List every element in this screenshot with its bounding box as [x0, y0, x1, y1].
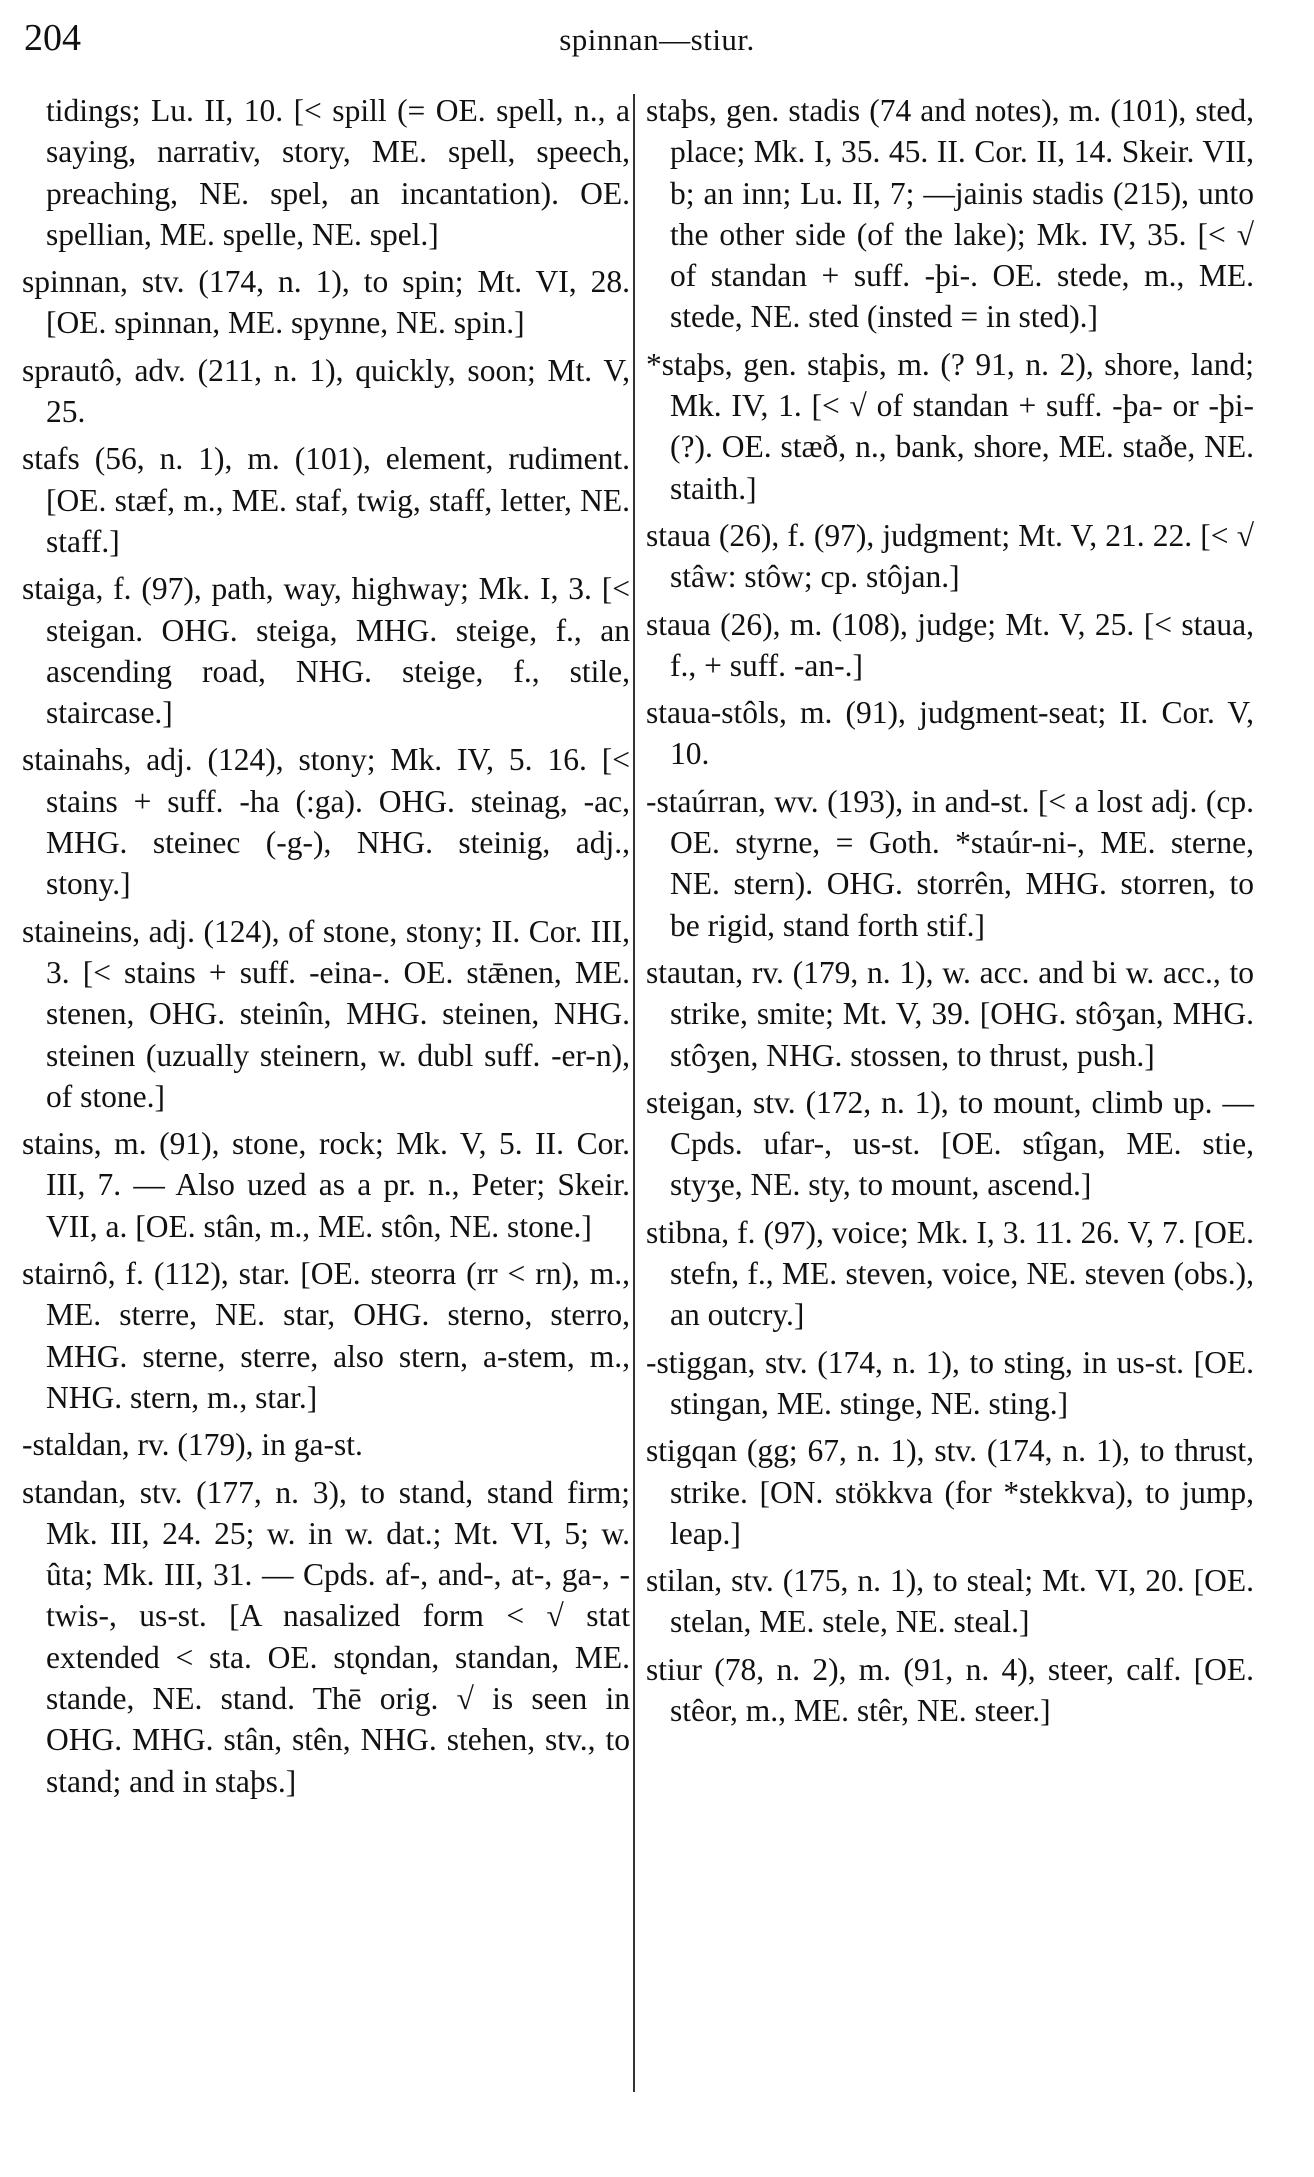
dictionary-entry: staua-stôls, m. (91), judgment-seat; II. Cor. V, 10.: [646, 695, 1254, 772]
dictionary-entry: steigan, stv. (172, n. 1), to mount, climb up. — Cpds. ufar-, us-st. [OE. stîgan, ME. stie, styʒe, NE. sty, to mount, ascend.]: [646, 1084, 1254, 1203]
dictionary-entry: *staþs, gen. staþis, m. (? 91, n. 2), shore, land; Mk. IV, 1. [< √ of standan + suff. -þa- or -þi- (?). OE. stæð, n., bank, shore, ME. staðe, NE. staith.]: [646, 346, 1254, 506]
running-head: spinnan—stiur.: [559, 22, 755, 57]
dictionary-entry: stigqan (gg; 67, n. 1), stv. (174, n. 1), to thrust, strike. [ON. stökkva (for *stekkva), to jump, leap.]: [646, 1433, 1254, 1551]
dictionary-entry: staiga, f. (97), path, way, highway; Mk. I, 3. [< steigan. OHG. steiga, MHG. steige, f., an ascending road, NHG. steige, f., stile, staircase.]: [22, 571, 630, 731]
dictionary-entry: staua (26), m. (108), judge; Mt. V, 25. [< staua, f., + suff. -an-.]: [646, 606, 1254, 683]
dictionary-entry: stautan, rv. (179, n. 1), w. acc. and bi w. acc., to strike, smite; Mt. V, 39. [OHG. stôʒan, MHG. stôʒen, NHG. stossen, to thrust, push.]: [646, 954, 1254, 1073]
dictionary-entry: tidings; Lu. II, 10. [< spill (= OE. spell, n., a saying, narrativ, story, ME. spell, speech, preaching, NE. spel, an incantation). OE. spellian, ME. spelle, NE. spel.]: [46, 93, 630, 252]
dictionary-entry: staineins, adj. (124), of stone, stony; II. Cor. III, 3. [< stains + suff. -eina-. OE. stǣnen, ME. stenen, OHG. steinîn, MHG. steinen, NHG. steinen (uzually steinern, w. dubl suff. -er-n), of stone.]: [22, 913, 630, 1114]
dictionary-entry: staua (26), f. (97), judgment; Mt. V, 21. 22. [< √ stâw: stôw; cp. stôjan.]: [646, 517, 1254, 595]
dictionary-entry: stibna, f. (97), voice; Mk. I, 3. 11. 26. V, 7. [OE. stefn, f., ME. steven, voice, NE. steven (obs.), an outcry.]: [646, 1214, 1254, 1333]
dictionary-entry: stains, m. (91), stone, rock; Mk. V, 5. II. Cor. III, 7. — Also uzed as a pr. n., Peter; Skeir. VII, a. [OE. stân, m., ME. stôn, NE. stone.]: [22, 1126, 630, 1244]
page-header: [0, 16, 1314, 66]
dictionary-entry: -stiggan, stv. (174, n. 1), to sting, in us-st. [OE. stingan, ME. stinge, NE. sting.]: [646, 1344, 1254, 1421]
page-number: 204: [24, 17, 81, 59]
dictionary-entry: staþs, gen. stadis (74 and notes), m. (101), sted, place; Mk. I, 35. 45. II. Cor. II, 14. Skeir. VII, b; an inn; Lu. II, 7; —jainis stadis (215), unto the other side (of the lake); Mk. IV, 35. [< √ of standan + suff. -þi-. OE. stede, m., ME. stede, NE. sted (insted = in sted).]: [646, 93, 1254, 335]
dictionary-entry: sprautô, adv. (211, n. 1), quickly, soon; Mt. V, 25.: [22, 352, 630, 430]
dictionary-entry: standan, stv. (177, n. 3), to stand, stand firm; Mk. III, 24. 25; w. in w. dat.; Mt. VI, 5; w. ûta; Mk. III, 31. — Cpds. af-, and-, at-, ga-, -twis-, us-st. [A nasalized form < √ stat extended < sta. OE. stǫndan, standan, ME. stande, NE. stand. Thē orig. √ is seen in OHG. MHG. stân, stên, NHG. stehen, stv., to stand; and in staþs.]: [22, 1474, 630, 1799]
dictionary-entry: stilan, stv. (175, n. 1), to steal; Mt. VI, 20. [OE. stelan, ME. stele, NE. steal.]: [646, 1563, 1254, 1640]
dictionary-entry: stiur (78, n. 2), m. (91, n. 4), steer, calf. [OE. stêor, m., ME. stêr, NE. steer.]: [646, 1651, 1254, 1728]
dictionary-entry: stairnô, f. (112), star. [OE. steorra (rr < rn), m., ME. sterre, NE. star, OHG. sterno, sterro, MHG. sterne, sterre, also stern, a-stem, m., NHG. stern, m., star.]: [22, 1256, 630, 1415]
dictionary-entry: -staúrran, wv. (193), in and-st. [< a lost adj. (cp. OE. styrne, = Goth. *staúr-ni-, ME. sterne, NE. stern). OHG. storrên, MHG. storren, to be rigid, stand forth stif.]: [646, 783, 1254, 943]
left-column: [22, 90, 630, 1802]
dictionary-entry: stafs (56, n. 1), m. (101), element, rudiment. [OE. stæf, m., ME. staf, twig, staff, letter, NE. staff.]: [22, 441, 630, 559]
dictionary-entry: stainahs, adj. (124), stony; Mk. IV, 5. 16. [< stains + suff. -ha (:ga). OHG. steinag, -ac, MHG. steinec (-g-), NHG. steinig, adj., stony.]: [22, 742, 630, 902]
dictionary-entry: spinnan, stv. (174, n. 1), to spin; Mt. VI, 28. [OE. spinnan, ME. spynne, NE. spin.]: [22, 264, 630, 341]
right-column: [646, 90, 1254, 1731]
dictionary-entry: -staldan, rv. (179), in ga-st.: [22, 1427, 363, 1463]
column-divider: [633, 94, 635, 2092]
